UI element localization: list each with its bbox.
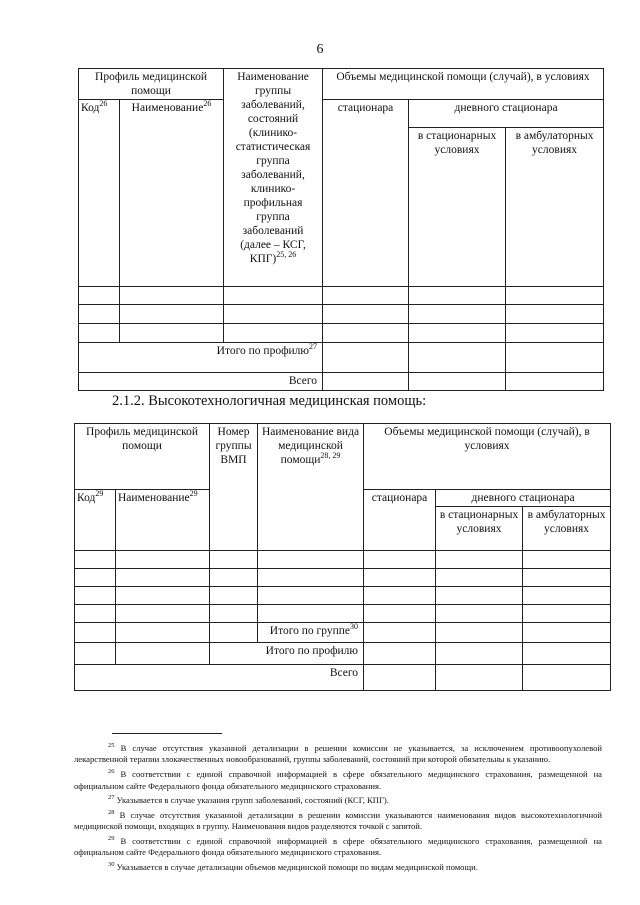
table-row-total xyxy=(75,665,611,691)
header-day-outpatient: в амбулаторных условиях xyxy=(506,128,604,287)
footnote-separator xyxy=(112,733,222,734)
header-day-outpatient: в амбулаторных условиях xyxy=(523,507,611,551)
header-profile: Профиль медицинской помощи xyxy=(75,424,210,490)
page-number: 6 xyxy=(316,42,324,57)
header-code: Код$^{26}$ xyxy=(79,100,120,287)
header-disease-group: Наименование группы заболеваний, состояний (клинико-статистическая группа заболеваний, клинико-профильная группа заболеваний (далее – КСГ, КПГ)$^{25, 26}$ xyxy=(224,69,323,287)
header-profile: Профиль медицинской помощи xyxy=(79,69,224,100)
table-row xyxy=(75,605,611,623)
table-row xyxy=(79,287,604,305)
header-day-inpatient: в стационарных условиях xyxy=(436,507,523,551)
total-by-profile-label: Итого по профилю xyxy=(210,643,364,665)
header-vmp-group: Номер группы ВМП xyxy=(210,424,258,551)
table-regular-care xyxy=(78,68,604,391)
footnotes xyxy=(74,740,602,873)
total-label: Всего xyxy=(75,665,364,691)
footnote: $^{28}$ В случае отсутствия указанной детализации в решении комиссии указываются наименования видов высокотехнологичной медицинской помощи, входящих в группу. Наименования видов разделяются точкой с запятой. xyxy=(74,808,602,831)
table-row-total-group xyxy=(75,623,611,643)
total-by-profile-label: Итого по профилю$^{27}$ xyxy=(79,343,323,373)
header-code: Код$^{29}$ xyxy=(75,490,116,551)
table-high-tech-care xyxy=(74,423,611,691)
table-row xyxy=(75,569,611,587)
header-day-inpatient: в стационарных условиях xyxy=(409,128,506,287)
header-day-hospital: дневного стационара xyxy=(436,490,611,507)
footnote: $^{25}$ В случае отсутствия указанной детализации в решении комиссии не указывается, за исключением противоопухолевой лекарственной терапии злокачественных новообразований, группы заболеваний, состояний при которой обязательны к указанию. xyxy=(74,742,602,765)
header-volumes: Объемы медицинской помощи (случай), в условиях xyxy=(364,424,611,490)
footnote: $^{29}$ В соответствии с единой справочной информацией в сфере обязательного медицинского страхования, размещенной на официальном сайте Федерального фонда обязательного медицинского страхования. xyxy=(74,834,602,858)
table-row-total-profile xyxy=(75,643,611,665)
section-heading: 2.1.2. Высокотехнологичная медицинская помощь: xyxy=(112,393,427,409)
header-name: Наименование$^{29}$ xyxy=(116,490,210,551)
header-inpatient: стационара xyxy=(323,100,409,287)
header-name: Наименование$^{26}$ xyxy=(120,100,224,287)
table-row xyxy=(75,587,611,605)
total-label: Всего xyxy=(79,373,323,391)
table-row xyxy=(79,324,604,343)
header-volumes: Объемы медицинской помощи (случай), в условиях xyxy=(323,69,604,100)
footnote: $^{26}$ В соответствии с единой справочной информацией в сфере обязательного медицинского страхования, размещенной на официальном сайте Федерального фонда обязательного медицинского страхования. xyxy=(74,768,602,791)
table-row-total xyxy=(79,373,604,391)
table-row xyxy=(75,551,611,569)
table-row-total-profile xyxy=(79,343,604,373)
header-inpatient: стационара xyxy=(364,490,436,551)
footnote: $^{30}$ Указывается в случае детализации объемов медицинской помощи по видам медицинской помощи. xyxy=(108,860,478,872)
table-row xyxy=(79,305,604,324)
footnote: $^{27}$ Указывается в случае указания групп заболеваний, состояний (КСГ, КПГ). xyxy=(108,794,389,805)
total-by-group-label: Итого по группе$^{30}$ xyxy=(258,623,364,643)
header-care-kind: Наименование вида медицинской помощи$^{28, 29}$ xyxy=(258,424,364,551)
header-day-hospital: дневного стационара xyxy=(409,100,604,128)
